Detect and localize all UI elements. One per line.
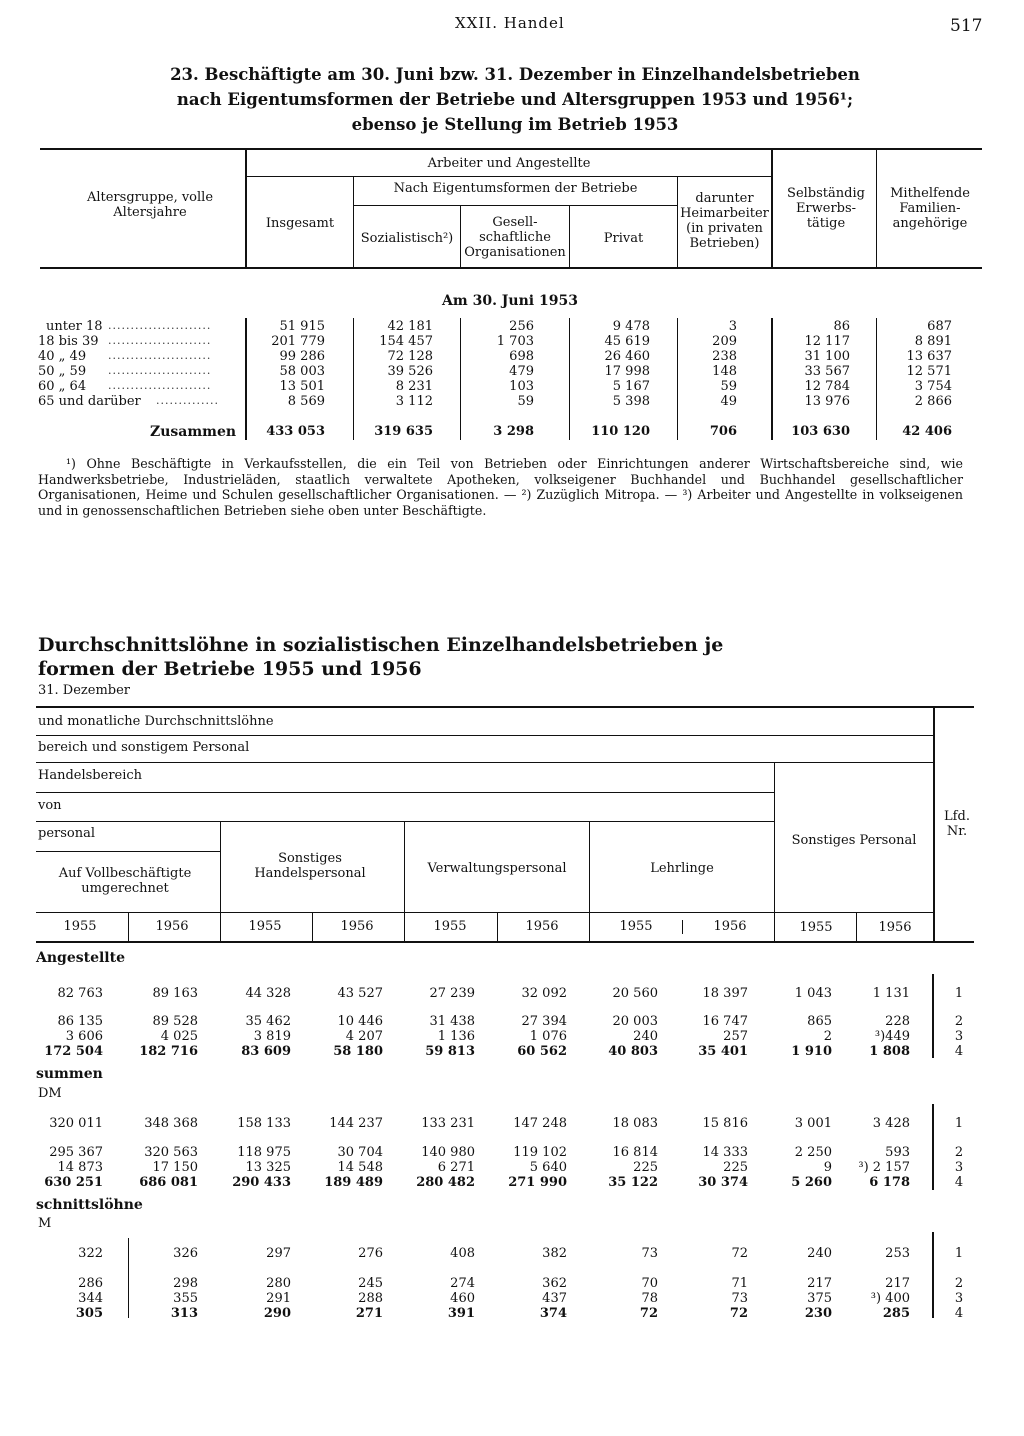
table2-title-line: Durchschnittslöhne in sozialistischen Einzelhandelsbetrieben je <box>38 634 724 656</box>
rule <box>220 821 221 942</box>
cell-value: 1 043 <box>794 986 832 1001</box>
cell-value: 40 803 <box>608 1044 658 1059</box>
cell-value: 8 569 <box>287 394 325 409</box>
cell-value: 103 630 <box>791 424 850 439</box>
rule <box>932 974 934 1058</box>
cell-value: 5 167 <box>612 379 650 394</box>
cell-value: 30 704 <box>337 1145 383 1160</box>
dot-leader: ....................... <box>108 364 212 377</box>
cell-value: 3 754 <box>914 379 952 394</box>
cell-value: ³) 2 157 <box>858 1160 910 1175</box>
cell-value: 280 482 <box>416 1175 475 1190</box>
cell-value: 3 112 <box>395 394 433 409</box>
cell-value: 686 081 <box>139 1175 198 1190</box>
cell-value: 240 <box>633 1029 658 1044</box>
row-label: 40 „ 49 <box>38 349 87 364</box>
cell-value: 433 053 <box>266 424 325 439</box>
cell-value: 18 083 <box>612 1116 658 1131</box>
group-header-eigentum: Nach Eigentumsformen der Betriebe <box>393 181 638 196</box>
cell-value: 118 975 <box>237 1145 291 1160</box>
rule <box>36 762 933 763</box>
rule <box>354 205 677 206</box>
cell-value: 630 251 <box>44 1175 103 1190</box>
rule <box>497 913 498 941</box>
cell-value: 322 <box>78 1246 103 1261</box>
cell-value: 271 990 <box>508 1175 567 1190</box>
cell-value: 14 548 <box>337 1160 383 1175</box>
cell-value: 12 117 <box>804 334 850 349</box>
cell-value: 276 <box>358 1246 383 1261</box>
table1-title-line: ebenso je Stellung im Betrieb 1953 <box>351 115 679 134</box>
row-number: 3 <box>954 1029 964 1044</box>
rule <box>771 148 773 268</box>
cell-value: 382 <box>542 1246 567 1261</box>
cell-value: 10 446 <box>337 1014 383 1029</box>
cell-value: 1 808 <box>869 1044 910 1059</box>
cell-value: 2 866 <box>914 394 952 409</box>
row-number: 3 <box>954 1291 964 1306</box>
table1-header-bottom-rule <box>40 267 982 269</box>
cell-value: 3 001 <box>794 1116 832 1131</box>
cell-value: 89 163 <box>152 986 198 1001</box>
year-header: 1956 <box>155 919 189 934</box>
cell-value: 16 747 <box>702 1014 748 1029</box>
cell-value: 72 <box>639 1306 658 1321</box>
table1-top-rule <box>40 148 982 150</box>
cell-value: 58 180 <box>333 1044 383 1059</box>
cell-value: 437 <box>542 1291 567 1306</box>
col-header-sozialistisch: Sozialistisch²) <box>360 231 454 246</box>
year-header: 1956 <box>878 920 912 935</box>
cell-value: 182 716 <box>139 1044 198 1059</box>
col-header-darunter: darunter Heimarbeiter (in privaten Betrieben) <box>680 191 769 251</box>
cell-value: 35 401 <box>698 1044 748 1059</box>
cell-value: 256 <box>509 319 534 334</box>
year-header: 1956 <box>525 919 559 934</box>
cell-value: 326 <box>173 1246 198 1261</box>
group-header-arbeiter: Arbeiter und Angestellte <box>427 156 591 171</box>
head-line: von <box>38 798 62 813</box>
rule <box>312 913 313 941</box>
cell-value: 285 <box>882 1306 910 1321</box>
cell-value: 2 250 <box>794 1145 832 1160</box>
row-label: 60 „ 64 <box>38 379 87 394</box>
row-number: 2 <box>954 1145 964 1160</box>
cell-value: 8 891 <box>914 334 952 349</box>
cell-value: 257 <box>723 1029 748 1044</box>
cell-value: 288 <box>358 1291 383 1306</box>
col-header-age: Altersgruppe, volle Altersjahre <box>86 190 214 220</box>
rule <box>932 1104 934 1190</box>
cell-value: 3 428 <box>872 1116 910 1131</box>
cell-value: 8 231 <box>395 379 433 394</box>
cell-value: 479 <box>509 364 534 379</box>
cell-value: 687 <box>927 319 952 334</box>
cell-value: 201 779 <box>271 334 325 349</box>
cell-value: 20 560 <box>612 986 658 1001</box>
cell-value: 78 <box>641 1291 658 1306</box>
cell-value: ³)449 <box>874 1029 910 1044</box>
cell-value: 172 504 <box>44 1044 103 1059</box>
cell-value: 59 <box>720 379 737 394</box>
cell-value: 225 <box>633 1160 658 1175</box>
year-header: 1955 <box>433 919 467 934</box>
cell-value: 60 562 <box>517 1044 567 1059</box>
cell-value: 14 873 <box>57 1160 103 1175</box>
cell-value: 319 635 <box>374 424 433 439</box>
row-number: 2 <box>954 1014 964 1029</box>
rule <box>589 821 590 942</box>
cell-value: 4 207 <box>345 1029 383 1044</box>
cell-value: 83 609 <box>241 1044 291 1059</box>
cell-value: 42 406 <box>902 424 952 439</box>
cell-value: 59 813 <box>425 1044 475 1059</box>
row-label: unter 18 <box>46 319 103 334</box>
col-header-verwaltung: Verwaltungspersonal <box>427 861 567 876</box>
dot-leader: ....................... <box>108 349 212 362</box>
cell-value: 5 260 <box>791 1175 832 1190</box>
row-label: 50 „ 59 <box>38 364 87 379</box>
rule <box>36 821 774 822</box>
dot-leader: ....................... <box>108 319 212 332</box>
dot-leader: ....................... <box>108 334 212 347</box>
cell-value: 408 <box>450 1246 475 1261</box>
cell-value: 865 <box>807 1014 832 1029</box>
cell-value: 238 <box>712 349 737 364</box>
cell-value: 230 <box>804 1306 832 1321</box>
cell-value: 13 501 <box>279 379 325 394</box>
rule <box>682 920 683 934</box>
head-line: und monatliche Durchschnittslöhne <box>38 714 274 729</box>
col-header-insgesamt: Insgesamt <box>265 216 335 231</box>
year-header: 1955 <box>248 919 282 934</box>
cell-value: 5 640 <box>529 1160 567 1175</box>
cell-value: 9 478 <box>612 319 650 334</box>
cell-value: 14 333 <box>702 1145 748 1160</box>
col-header-lehrlinge: Lehrlinge <box>650 861 714 876</box>
year-header: 1955 <box>619 919 653 934</box>
rule <box>933 706 935 942</box>
cell-value: 1 910 <box>791 1044 832 1059</box>
cell-value: 245 <box>358 1276 383 1291</box>
cell-value: 355 <box>173 1291 198 1306</box>
cell-value: 35 122 <box>608 1175 658 1190</box>
page-number: 517 <box>950 16 983 36</box>
head-line: bereich und sonstigem Personal <box>38 740 250 755</box>
row-number: 1 <box>954 986 964 1001</box>
cell-value: 313 <box>170 1306 198 1321</box>
cell-value: 39 526 <box>387 364 433 379</box>
table2-title <box>38 633 723 681</box>
cell-value: 240 <box>807 1246 832 1261</box>
table1-footnote: ¹) Ohne Beschäftigte in Verkaufsstellen, die ein Teil von Betrieben oder Einrichtungen anderer Wirtschaftsbereiche sind, wie Handwerksbetriebe, Industrieläden, staatlich verwaltete Apotheken, volkseigener Buchhandel und Buchhandel gesellschaftlicher Organisationen, Heime und Schulen gesellschaftlicher Organisationen. — ²) Zuzüglich Mitropa. — ³) Arbeiter und Angestellte in volkseigenen und in genossenschaftlichen Betrieben siehe oben unter Beschäftigte. <box>38 456 963 518</box>
cell-value: 9 <box>823 1160 832 1175</box>
table1-title-line: nach Eigentumsformen der Betriebe und Altersgruppen 1953 und 1956¹; <box>176 90 854 109</box>
cell-value: 1 131 <box>872 986 910 1001</box>
row-number: 4 <box>954 1175 964 1190</box>
cell-value: 298 <box>173 1276 198 1291</box>
cell-value: 32 092 <box>521 986 567 1001</box>
cell-value: 362 <box>542 1276 567 1291</box>
col-header-selbst: Selbständig Erwerbs- tätige <box>787 186 865 231</box>
dot-leader: ....................... <box>108 379 212 392</box>
cell-value: 348 368 <box>144 1116 198 1131</box>
year-header: 1955 <box>63 919 97 934</box>
row-number: 3 <box>954 1160 964 1175</box>
cell-value: 271 <box>355 1306 383 1321</box>
cell-value: 375 <box>807 1291 832 1306</box>
cell-value: 73 <box>731 1291 748 1306</box>
cell-value: 133 231 <box>421 1116 475 1131</box>
cell-value: 391 <box>447 1306 475 1321</box>
rule <box>36 851 220 852</box>
cell-value: 33 567 <box>804 364 850 379</box>
cell-value: 13 637 <box>906 349 952 364</box>
cell-value: 51 915 <box>279 319 325 334</box>
row-number: 4 <box>954 1306 964 1321</box>
cell-value: 12 784 <box>804 379 850 394</box>
cell-value: 344 <box>78 1291 103 1306</box>
cell-value: 3 819 <box>253 1029 291 1044</box>
cell-value: 70 <box>641 1276 658 1291</box>
rule <box>36 735 933 736</box>
cell-value: 3 <box>728 319 737 334</box>
cell-value: 72 128 <box>387 349 433 364</box>
cell-value: 27 394 <box>521 1014 567 1029</box>
year-header: 1955 <box>799 920 833 935</box>
cell-value: 3 606 <box>65 1029 103 1044</box>
cell-value: 3 298 <box>493 424 534 439</box>
cell-value: 44 328 <box>245 986 291 1001</box>
row-label: 65 und darüber <box>38 394 141 409</box>
rule <box>36 912 933 913</box>
cell-value: ³) 400 <box>870 1291 910 1306</box>
cell-value: 72 <box>731 1246 748 1261</box>
col-header-sonst-personal: Sonstiges Personal <box>791 833 917 848</box>
cell-value: 89 528 <box>152 1014 198 1029</box>
cell-value: 5 398 <box>612 394 650 409</box>
cell-value: 253 <box>885 1246 910 1261</box>
cell-value: 71 <box>731 1276 748 1291</box>
cell-value: 73 <box>641 1246 658 1261</box>
cell-value: 110 120 <box>591 424 650 439</box>
cell-value: 82 763 <box>57 986 103 1001</box>
table2-subtitle: 31. Dezember <box>38 683 131 698</box>
rule <box>36 941 974 943</box>
cell-value: 45 619 <box>604 334 650 349</box>
chapter-title: XXII. Handel <box>455 14 565 32</box>
row-number: 1 <box>954 1116 964 1131</box>
cell-value: 290 <box>263 1306 291 1321</box>
cell-value: 280 <box>266 1276 291 1291</box>
rule <box>774 762 775 942</box>
section-title: summen <box>36 1066 103 1082</box>
cell-value: 42 181 <box>387 319 433 334</box>
cell-value: 1 136 <box>437 1029 475 1044</box>
cell-value: 460 <box>450 1291 475 1306</box>
col-header-privat: Privat <box>603 231 644 246</box>
year-header: 1956 <box>713 919 747 934</box>
cell-value: 154 457 <box>379 334 433 349</box>
cell-value: 274 <box>450 1276 475 1291</box>
cell-value: 103 <box>509 379 534 394</box>
col-header-gesell: Gesell- schaftliche Organisationen <box>464 215 566 260</box>
cell-value: 16 814 <box>612 1145 658 1160</box>
cell-value: 27 239 <box>429 986 475 1001</box>
head-line: personal <box>38 826 96 841</box>
cell-value: 295 367 <box>49 1145 103 1160</box>
rule <box>247 176 771 177</box>
cell-value: 58 003 <box>279 364 325 379</box>
col-header-voll: Auf Vollbeschäftigte umgerechnet <box>58 866 192 896</box>
cell-value: 698 <box>509 349 534 364</box>
cell-value: 148 <box>712 364 737 379</box>
rule <box>36 706 974 708</box>
cell-value: 1 703 <box>496 334 534 349</box>
cell-value: 13 976 <box>804 394 850 409</box>
cell-value: 140 980 <box>421 1145 475 1160</box>
cell-value: 86 <box>833 319 850 334</box>
cell-value: 6 178 <box>869 1175 910 1190</box>
section-unit: M <box>38 1216 52 1231</box>
section-unit: DM <box>38 1086 62 1101</box>
cell-value: 189 489 <box>324 1175 383 1190</box>
cell-value: 31 100 <box>804 349 850 364</box>
cell-value: 217 <box>807 1276 832 1291</box>
cell-value: 49 <box>720 394 737 409</box>
cell-value: 706 <box>709 424 737 439</box>
section-title: schnittslöhne <box>36 1197 143 1213</box>
cell-value: 17 998 <box>604 364 650 379</box>
cell-value: 217 <box>885 1276 910 1291</box>
cell-value: 26 460 <box>604 349 650 364</box>
rule <box>876 150 877 268</box>
section-title: Angestellte <box>36 950 126 966</box>
row-number: 2 <box>954 1276 964 1291</box>
rule <box>128 913 129 941</box>
cell-value: 86 135 <box>57 1014 103 1029</box>
section-label: Am 30. Juni 1953 <box>442 293 578 309</box>
cell-value: 35 462 <box>245 1014 291 1029</box>
cell-value: 290 433 <box>232 1175 291 1190</box>
table1-title-line: 23. Beschäftigte am 30. Juni bzw. 31. Dezember in Einzelhandelsbetrieben <box>170 65 860 84</box>
cell-value: 20 003 <box>612 1014 658 1029</box>
cell-value: 99 286 <box>279 349 325 364</box>
row-number: 1 <box>954 1246 964 1261</box>
cell-value: 158 133 <box>237 1116 291 1131</box>
cell-value: 1 076 <box>529 1029 567 1044</box>
dot-leader: .............. <box>156 394 219 407</box>
cell-value: 4 025 <box>160 1029 198 1044</box>
row-number: 4 <box>954 1044 964 1059</box>
cell-value: 286 <box>78 1276 103 1291</box>
cell-value: 593 <box>885 1145 910 1160</box>
rule <box>932 1232 934 1318</box>
cell-value: 13 325 <box>245 1160 291 1175</box>
col-header-lfd: Lfd. Nr. <box>944 809 970 839</box>
rule <box>404 821 405 942</box>
cell-value: 320 011 <box>49 1116 103 1131</box>
cell-value: 31 438 <box>429 1014 475 1029</box>
cell-value: 320 563 <box>144 1145 198 1160</box>
head-line: Handelsbereich <box>38 768 143 783</box>
row-label: 18 bis 39 <box>38 334 99 349</box>
cell-value: 15 816 <box>702 1116 748 1131</box>
cell-value: 228 <box>885 1014 910 1029</box>
year-header: 1956 <box>340 919 374 934</box>
cell-value: 374 <box>539 1306 567 1321</box>
cell-value: 59 <box>517 394 534 409</box>
col-header-mithelf: Mithelfende Familien- angehörige <box>890 186 970 231</box>
row-label: Zusammen <box>150 424 237 440</box>
cell-value: 43 527 <box>337 986 383 1001</box>
cell-value: 297 <box>266 1246 291 1261</box>
cell-value: 18 397 <box>702 986 748 1001</box>
cell-value: 17 150 <box>152 1160 198 1175</box>
cell-value: 147 248 <box>513 1116 567 1131</box>
cell-value: 72 <box>729 1306 748 1321</box>
cell-value: 225 <box>723 1160 748 1175</box>
cell-value: 119 102 <box>513 1145 567 1160</box>
cell-value: 305 <box>75 1306 103 1321</box>
cell-value: 144 237 <box>329 1116 383 1131</box>
cell-value: 2 <box>823 1029 832 1044</box>
col-header-sonst-handel: Sonstiges Handelspersonal <box>254 851 366 881</box>
cell-value: 6 271 <box>437 1160 475 1175</box>
cell-value: 291 <box>266 1291 291 1306</box>
table2-title-line: formen der Betriebe 1955 und 1956 <box>38 658 422 680</box>
cell-value: 209 <box>712 334 737 349</box>
cell-value: 30 374 <box>698 1175 748 1190</box>
rule <box>36 792 774 793</box>
table1-title <box>100 62 930 137</box>
cell-value: 12 571 <box>906 364 952 379</box>
